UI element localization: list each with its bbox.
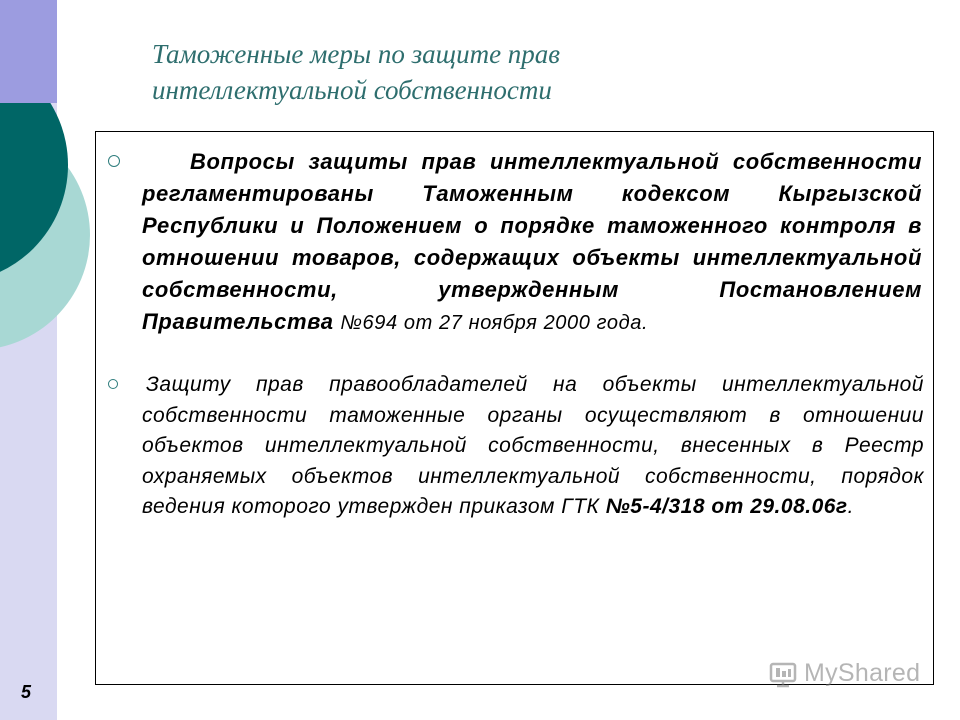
paragraph-2-bold: №5-4/318 от 29.08.06г [605,495,848,518]
content-box [95,131,934,685]
paragraph-1-main: Вопросы защиты прав интеллектуальной собственности регламентированы Таможенным кодексом Кыргызской Республики и Положением о порядке таможенного контроля в отношении товаров, содержащих объекты интеллектуальной собственности, утвержденным Постановлением Правительства [142,149,922,334]
title-line-1: Таможенные меры по защите прав [152,39,561,69]
left-strip-top-block [0,0,57,103]
myshared-logo-icon [768,658,798,688]
page-number: 5 [21,682,32,702]
watermark-text: MyShared [804,658,921,687]
paragraph-1-tail: №694 от 27 ноября 2000 года. [340,312,649,334]
title-line-2: интеллектуальной собственности [152,75,552,105]
slide-title [152,36,852,108]
paragraph-2-main: Защиту прав правообладателей на объекты интеллектуальной собственности таможенные органы осуществляют в отношении объектов интеллектуальной собственности, внесенных в Реестр охраняемых объектов интеллектуальной собственности, порядок ведения которого утвержден приказом ГТК [142,373,924,518]
paragraph-2-end: . [847,495,854,518]
bullet-circle-icon [108,379,118,389]
watermark [768,655,928,691]
paragraph-1 [142,146,922,339]
bullet-circle-icon [108,155,120,167]
paragraph-2 [142,370,924,523]
